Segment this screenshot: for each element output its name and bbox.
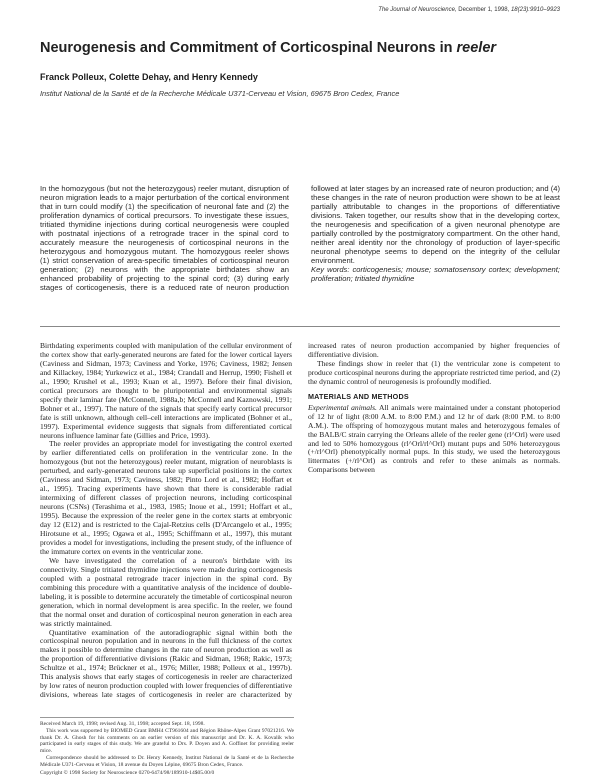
paper-title-main: Neurogenesis and Commitment of Corticospinal Neurons in bbox=[40, 40, 457, 56]
section-divider bbox=[40, 326, 560, 327]
journal-running-header bbox=[378, 7, 560, 13]
intro-paragraph-1: Birthdating experiments coupled with manipulation of the cellular environment of the cortex show that early-generated neurons are fated for the lower cortical layers (Caviness and Sidman, 1973; Caviness and Yorke, 1976; Caviness, 1982; Jensen and Killackey, 1984; Yurkewicz et al., 1984; Crandall and Herrup, 1990; Fishell et al., 1990; Krushel et al., 1993; Kuan et al., 1997). Before their final division, cortical precursors are thought to be pluripotential and environmental signals specify their laminar fate (McConnell, 1988a,b; McConnell and Kaznowski, 1991; Bohner et al., 1997). The nature of the signals that specify early cortical precursor fate is still unknown, although cell–cell interactions are implicated (Bohner et al., 1997). Experimental evidence suggests that signals from differentiated cortical neurons influence laminar fate (Gillies and Price, 1993). bbox=[40, 341, 292, 440]
methods-heading: MATERIALS AND METHODS bbox=[308, 391, 409, 401]
footnote-received: Received March 19, 1998; revised Aug. 31, 1998; accepted Sept. 18, 1998. bbox=[40, 721, 205, 727]
intro-paragraph-2: The reeler provides an appropriate model for investigating the control exerted by earlier differentiated cells on proliferation in the ventricular zone. In the homozygous (but not the heterozygous) reeler mutant, migration of neuroblasts is perturbed, and early-generated neurons take up superficial positions in the cortex (Caviness and Sidman, 1973; Caviness, 1982; Pinto Lord et al., 1982; Hoffart et al., 1995). Tracing experiments have shown that there is considerable radial intermixing of different classes of projection neurons, including corticospinal neurons (CSNs) (Terashima et al., 1983, 1985; Inoue et al., 1991; Hoffart et al., 1995). Because the expression of the reeler gene in the cortex starts at embryonic day 12 (E12) and is restricted to the Cajal-Retzius cells (D'Arcangelo et al., 1995; Hirotsune et al., 1995; Ogawa et al., 1995; Schiffmann et al., 1997), this mutant provides a model for investigations, including the present study, of the influence of the immature cortex on events in the ventricular zone. bbox=[40, 439, 292, 556]
footnotes bbox=[40, 717, 294, 778]
methods-text: All animals were maintained under a constant photoperiod of 12 hr of light (8:00 A.M. to 8:00 P.M.) and 12 hr of dark (8:00 P.M. to 8:00 A.M.). The offspring of homozygous mutant males and heterozygous females of the BALB/C strain carrying the Orleans allele of the reeler gene (rl^Orl) were used and led to 50% homozygous (rl^Orl/rl^Orl) mutant pups and 50% heterozygous (+/rl^Orl) phenotypically normal pups. In this study, we used the heterozygous littermates (+/rl^Orl) as controls and refer to these animals as normals. Comparisons between bbox=[308, 402, 560, 475]
methods-runin-heading: Experimental animals. bbox=[308, 402, 377, 412]
methods-paragraph bbox=[308, 404, 560, 476]
footnote-funding: This work was supported by BIOMED Grant BMH4 CT961604 and Région Rhône-Alpes Grant 97021216. We thank Dr. A. Ghosh for his comments on an earlier version of this manuscript and Dr. K. A. Kovalik who participated in early stages of this study. We are grateful to Drs. P. Doyen and A. Goffinet for providing reeler mice. bbox=[40, 728, 294, 754]
abstract-text: In the homozygous (but not the heterozygous) reeler mutant, disruption of neuron migration leads to a major perturbation of the cortical environment that in turn could modify (1) the specification of neuronal fate and (2) the proliferation dynamics of cortical precursors. To investigate these issues, tritiated thymidine injections during cortical neurogenesis were coupled with postnatal injections of a retrograde tracer in the spinal cord to accurately measure the neurogenesis of corticospinal neurons in the heterozygous and homozygous mutant. The homozygous reeler shows (1) strict conservation of area-specific timetables of corticospinal neuron generation; (2) neurons with the appropriate birthdates show an enhanced probability of projecting to the spinal cord; (3) during early stages of corticogenesis, there is a reduced rate of neuron production followed at later stages by an increased rate of neuron production; and (4) these changes in the rate of neuron production were shown to be at least partially attributable to changes in the proportions of differentiative divisions. Taken together, our results show that in the developing cortex, the neurogenesis and specification of a given neuronal phenotype are partially controlled by the postmigratory compartment. On the other hand, neither areal identity nor the chronology of production of layer-specific neuronal phenotype seems to depend on the integrity of the cellular environment. bbox=[40, 184, 560, 292]
paper-title-italic: reeler bbox=[456, 40, 497, 56]
journal-name: The Journal of Neuroscience, bbox=[378, 7, 457, 13]
intro-paragraph-4: Quantitative examination of the autoradiographic signal within both the corticospinal neuron population and in neurons in the full thickness of the cortex makes it possible to determine changes in the rate of neuron production as well as the proportion of differentiative divisions (Rakic and Sidman, 1968; Rakic, 1973; Schultze et al., 1974; Brückner et al., 1976; Miller, 1988; Polleux et al., 1997b). This analysis shows that early stages of corticogenesis in reeler are characterized by low rates of neuron production coupled with lower frequencies of differentiative divisions, whereas late stages of corticogenesis in reeler are characterized by increased rates of neuron production accompanied by higher frequencies of differentiative division. bbox=[40, 341, 560, 700]
author-affiliation: Institut National de la Santé et de la Recherche Médicale U371-Cerveau et Vision, 69675 Bron Cedex, France bbox=[40, 89, 400, 98]
footnote-copyright: Copyright © 1998 Society for Neuroscience 0270-6474/98/189910-14$05.00/0 bbox=[40, 770, 215, 777]
keywords-label: Key words: bbox=[311, 265, 350, 274]
intro-paragraph-3: We have investigated the correlation of a neuron's birthdate with its connectivity. Single tritiated thymidine injections were made during corticogenesis coupled with a postnatal retrograde tracer injection in the spinal cord. By combining this procedure with a quantitative analysis of the incidence of double-labeling, it is possible to determine accurately the timetable of corticospinal neuron generation, which in normal development is area specific. In the reeler, we found that the normal onset and duration of corticospinal neuron generation in each area was strictly maintained. bbox=[40, 555, 292, 628]
paper-title bbox=[40, 40, 580, 56]
keywords bbox=[311, 265, 560, 283]
author-list: Franck Polleux, Colette Dehay, and Henry Kennedy bbox=[40, 72, 258, 82]
volume-pages: 18(23):9910–9923 bbox=[510, 7, 560, 13]
intro-paragraph-5: These findings show in reeler that (1) the ventricular zone is competent to produce corticospinal neurons during the appropriate restricted time period, and (2) the dynamic control of neurogenesis is profoundly modified. bbox=[308, 358, 560, 386]
footnote-correspondence: Correspondence should be addressed to Dr. Henry Kennedy, Institut National de la Santé et de la Recherche Médicale U371-Cerveau et Vision, 18 avenue du Doyen Lépine, 69675 Bron Cedex, France. bbox=[40, 755, 294, 768]
body-text bbox=[40, 342, 560, 717]
abstract bbox=[40, 184, 560, 316]
keywords-list: corticogenesis; mouse; somatosensory cortex; development; proliferation; tritiated thymidine bbox=[311, 265, 560, 283]
issue-date: December 1, 1998, bbox=[458, 7, 510, 13]
